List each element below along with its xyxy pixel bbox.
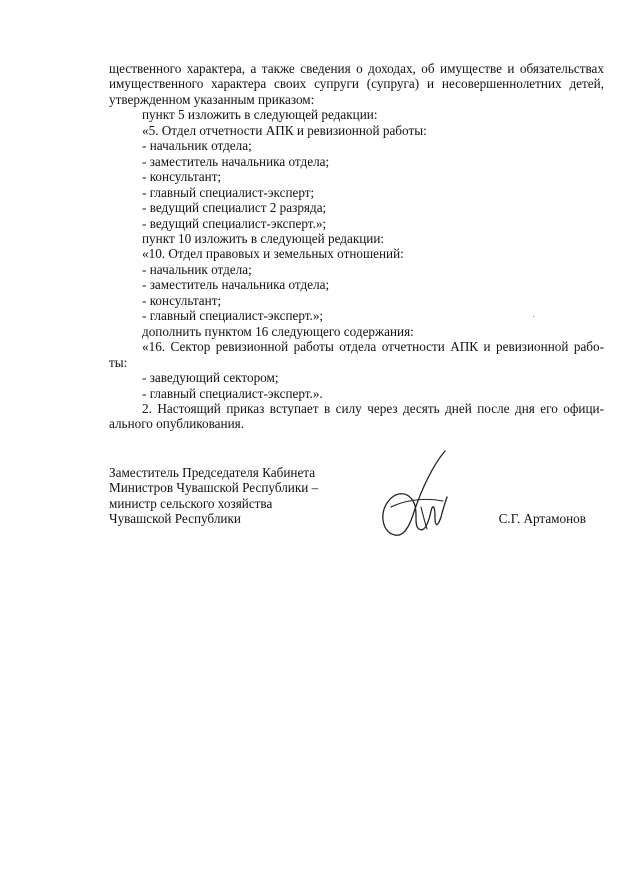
signatory-name: С.Г. Артамонов [498,511,586,526]
paragraph-line: «16. Сектор ревизионной работы отдела отчетности АПК и ревизионной рабо- [142,339,604,355]
list-item: - ведущий специалист-эксперт.»; [142,215,327,231]
paragraph-line: щественного характера, а также сведения о доходах, об имуществе и обязательствах [109,61,604,76]
position-line: Министров Чувашской Республики – [109,480,319,496]
list-item: - главный специалист-эксперт.». [142,385,323,401]
paragraph-line: утвержденном указанным приказом: [109,91,315,107]
paragraph-line: 2. Настоящий приказ вступает в силу через десять дней после дня его офици- [142,400,604,416]
list-item: - заведующий сектором; [142,370,279,386]
position-line: министр сельского хозяйства [109,495,273,511]
paragraph-line: ального опубликования. [109,416,244,432]
signature-block [109,465,604,527]
scan-speck [533,316,534,317]
paragraph-line: «10. Отдел правовых и земельных отношений: [142,246,404,262]
document-body [109,61,604,432]
list-item: - главный специалист-эксперт; [142,184,315,200]
list-item: - консультант; [142,169,222,185]
position-line: Чувашской Республики [109,511,241,527]
handwritten-signature [373,445,463,545]
paragraph-line: «5. Отдел отчетности АПК и ревизионной работы: [142,122,427,138]
paragraph-line: ты: [109,354,128,370]
list-item: - заместитель начальника отдела; [142,277,330,293]
paragraph-line: имущественного характера своих супруги (супруга) и несовершеннолетних детей, [109,76,604,92]
paragraph-line: пункт 10 изложить в следующей редакции: [142,230,385,246]
list-item: - главный специалист-эксперт.»; [142,308,324,324]
list-item: - заместитель начальника отдела; [142,153,330,169]
paragraph-line: дополнить пунктом 16 следующего содержания: [142,323,414,339]
list-item: - консультант; [142,292,222,308]
position-line: Заместитель Председателя Кабинета [109,465,316,480]
list-item: - ведущий специалист 2 разряда; [142,200,327,216]
list-item: - начальник отдела; [142,138,252,154]
list-item: - начальник отдела; [142,261,252,277]
paragraph-line: пункт 5 изложить в следующей редакции: [142,107,378,123]
